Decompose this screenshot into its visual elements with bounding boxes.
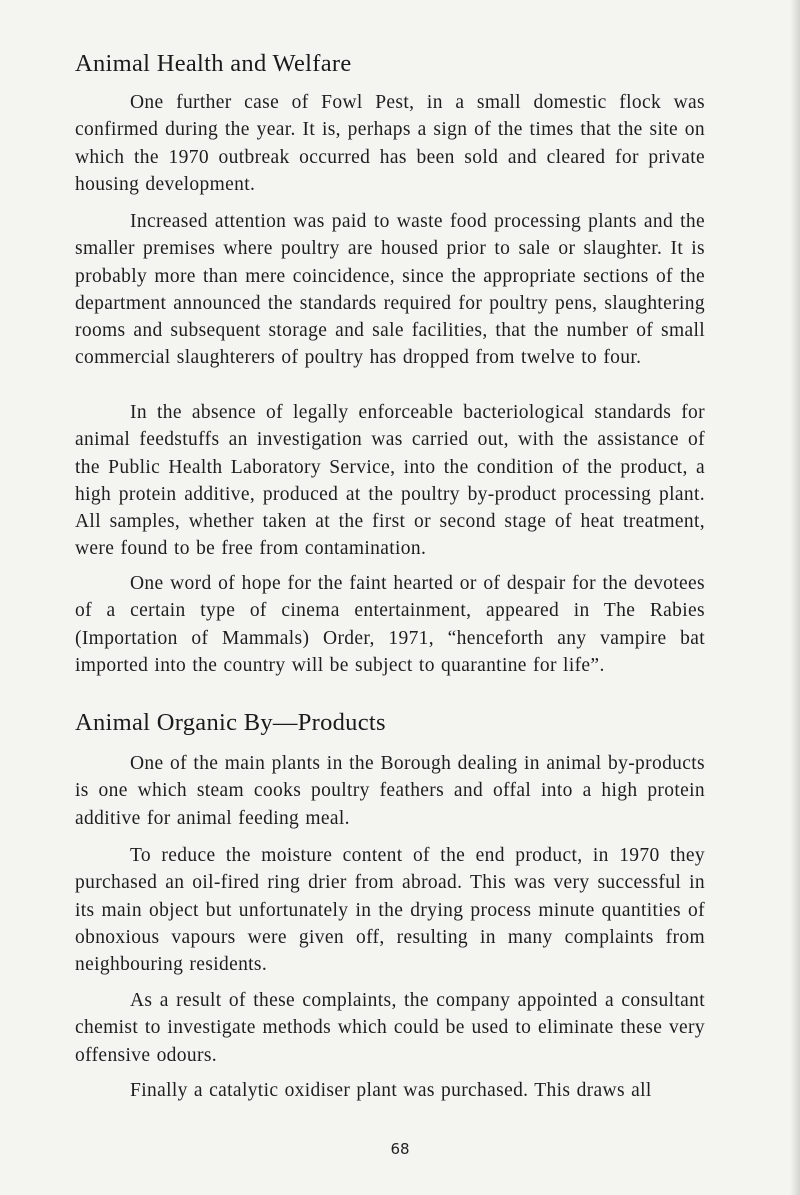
page-edge-shadow (790, 0, 800, 1195)
paragraph-fowl-pest: One further case of Fowl Pest, in a small domestic flock was confirmed during the year. It is, perhaps a sign of the times that the site on which the 1970 outbreak occurred has been sold and cleared for private housing development. (75, 92, 705, 195)
paragraph-bacteriological-standards: In the absence of legally enforceable bacteriological standards for animal feedstuffs an investigation was carried out, with the assistance of the Public Health Laboratory Service, into the condition of the product, a high protein additive, produced at the poultry by-product processing plant. All samples, whether taken at the first or second stage of heat treatment, were found to be free from contamination. (75, 402, 705, 560)
paragraph-waste-food-processing: Increased attention was paid to waste food processing plants and the smaller premises where poultry are housed prior to sale or slaughter. It is probably more than mere coincidence, since the appropriate sections of the department announced the standards required for poultry pens, slaughtering rooms and subsequent storage and sale facilities, that the number of small commercial slaughterers of poultry has dropped from twelve to four. (75, 211, 705, 369)
page-number: 68 (390, 1140, 410, 1158)
section-heading-animal-health: Animal Health and Welfare (75, 50, 352, 77)
section-heading-animal-organic-by-products: Animal Organic By—Products (75, 709, 386, 736)
paragraph-rabies-order: One word of hope for the faint hearted or of despair for the devotees of a certain type of cinema entertainment, appeared in The Rabies (Importation of Mammals) Order, 1971, “henceforth any vampire bat imported into the country will be subject to quarantine for life”. (75, 573, 705, 676)
paragraph-main-plants: One of the main plants in the Borough dealing in animal by-products is one which steam cooks poultry feathers and offal into a high protein additive for animal feeding meal. (75, 753, 705, 829)
paragraph-moisture-content: To reduce the moisture content of the end product, in 1970 they purchased an oil-fired ring drier from abroad. This was very successful in its main object but unfortunately in the drying process minute quantities of obnoxious vapours were given off, resulting in many complaints from neighbouring residents. (75, 845, 705, 976)
paragraph-catalytic-oxidiser: Finally a catalytic oxidiser plant was purchased. This draws all (130, 1080, 652, 1101)
paragraph-consultant-chemist: As a result of these complaints, the company appointed a consultant chemist to investigate methods which could be used to eliminate these very offensive odours. (75, 990, 705, 1066)
